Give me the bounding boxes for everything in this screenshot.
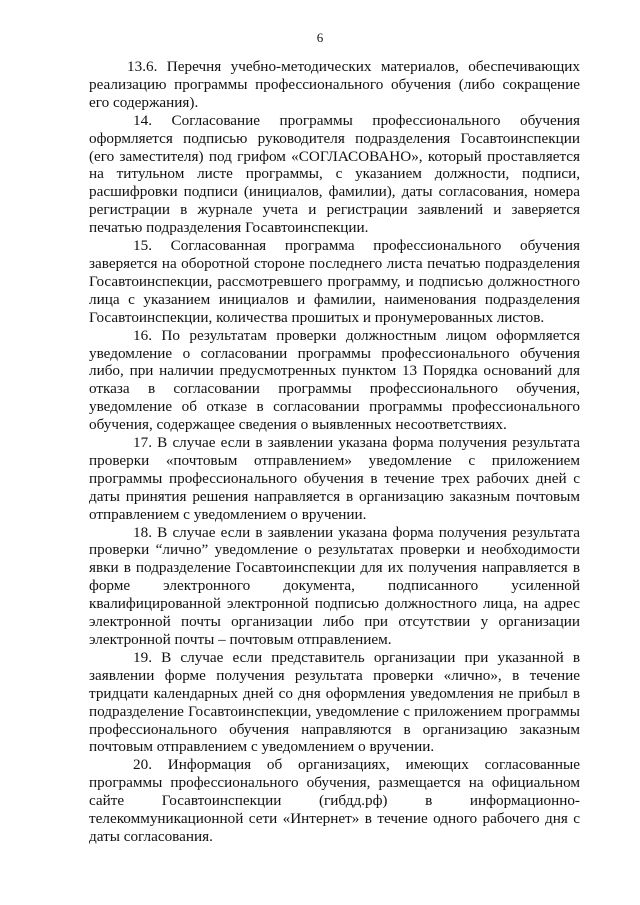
- paragraph-18: 18. В случае если в заявлении указана форма получения результата проверки “лично” уведомление о результатах проверки и необходимости явки в подразделение Госавтоинспекции для их получения направляется в форме электронного документа, подписанного усиленной квалифицированной электронной подписью должностного лица, на адрес электронной почты организации либо при отсутствии у организации электронной почты – почтовым отправлением.: [89, 523, 580, 648]
- paragraph-14: 14. Согласование программы профессионального обучения оформляется подписью руководителя подразделения Госавтоинспекции (его заместителя) под грифом «СОГЛАСОВАНО», который проставляется на титульном листе программы, с указанием должности, подписи, расшифровки подписи (инициалов, фамилии), даты согласования, номера регистрации в журнале учета и регистрации заявлений и заверяется печатью подразделения Госавтоинспекции.: [89, 111, 580, 237]
- paragraph-16: 16. По результатам проверки должностным лицом оформляется уведомление о согласовании программы профессионального обучения либо, при наличии предусмотренных пунктом 13 Порядка оснований для отказа в согласовании программы профессионального обучения, уведомление об отказе в согласовании программы профессионального обучения, содержащее сведения о выявленных несоответствиях.: [89, 326, 580, 434]
- paragraph-17: 17. В случае если в заявлении указана форма получения результата проверки «почтовым отправлением» уведомление с приложением программы профессионального обучения в течение трех рабочих дней с даты принятия решения направляется в организацию заказным почтовым отправлением с уведомлением о вручении.: [89, 434, 580, 523]
- paragraph-20: 20. Информация об организациях, имеющих согласованные программы профессионального обучения, размещается на официальном сайте Госавтоинспекции (гибдд.рф) в информационно-телекоммуникационной сети «Интернет» в течение одного рабочего дня с даты согласования.: [89, 756, 580, 845]
- paragraph-15: 15. Согласованная программа профессионального обучения заверяется на оборотной стороне последнего листа печатью подразделения Госавтоинспекции, рассмотревшего программу, и подписью должностного лица с указанием инициалов и фамилии, наименования подразделения Госавтоинспекции, количества прошитых и пронумерованных листов.: [89, 237, 580, 326]
- paragraph-13-6: 13.6. Перечня учебно-методических материалов, обеспечивающих реализацию программы профессионального обучения (либо сокращение его содержания).: [89, 58, 580, 111]
- paragraph-19: 19. В случае если представитель организации при указанной в заявлении форме получения результата проверки «лично», в течение тридцати календарных дней со дня оформления уведомления не прибыл в подразделение Госавтоинспекции, уведомление с приложением программы профессионального обучения направляются в организацию заказным почтовым отправлением с уведомлением о вручении.: [89, 648, 580, 756]
- document-body: [89, 58, 580, 846]
- page-number: 6: [316, 30, 324, 45]
